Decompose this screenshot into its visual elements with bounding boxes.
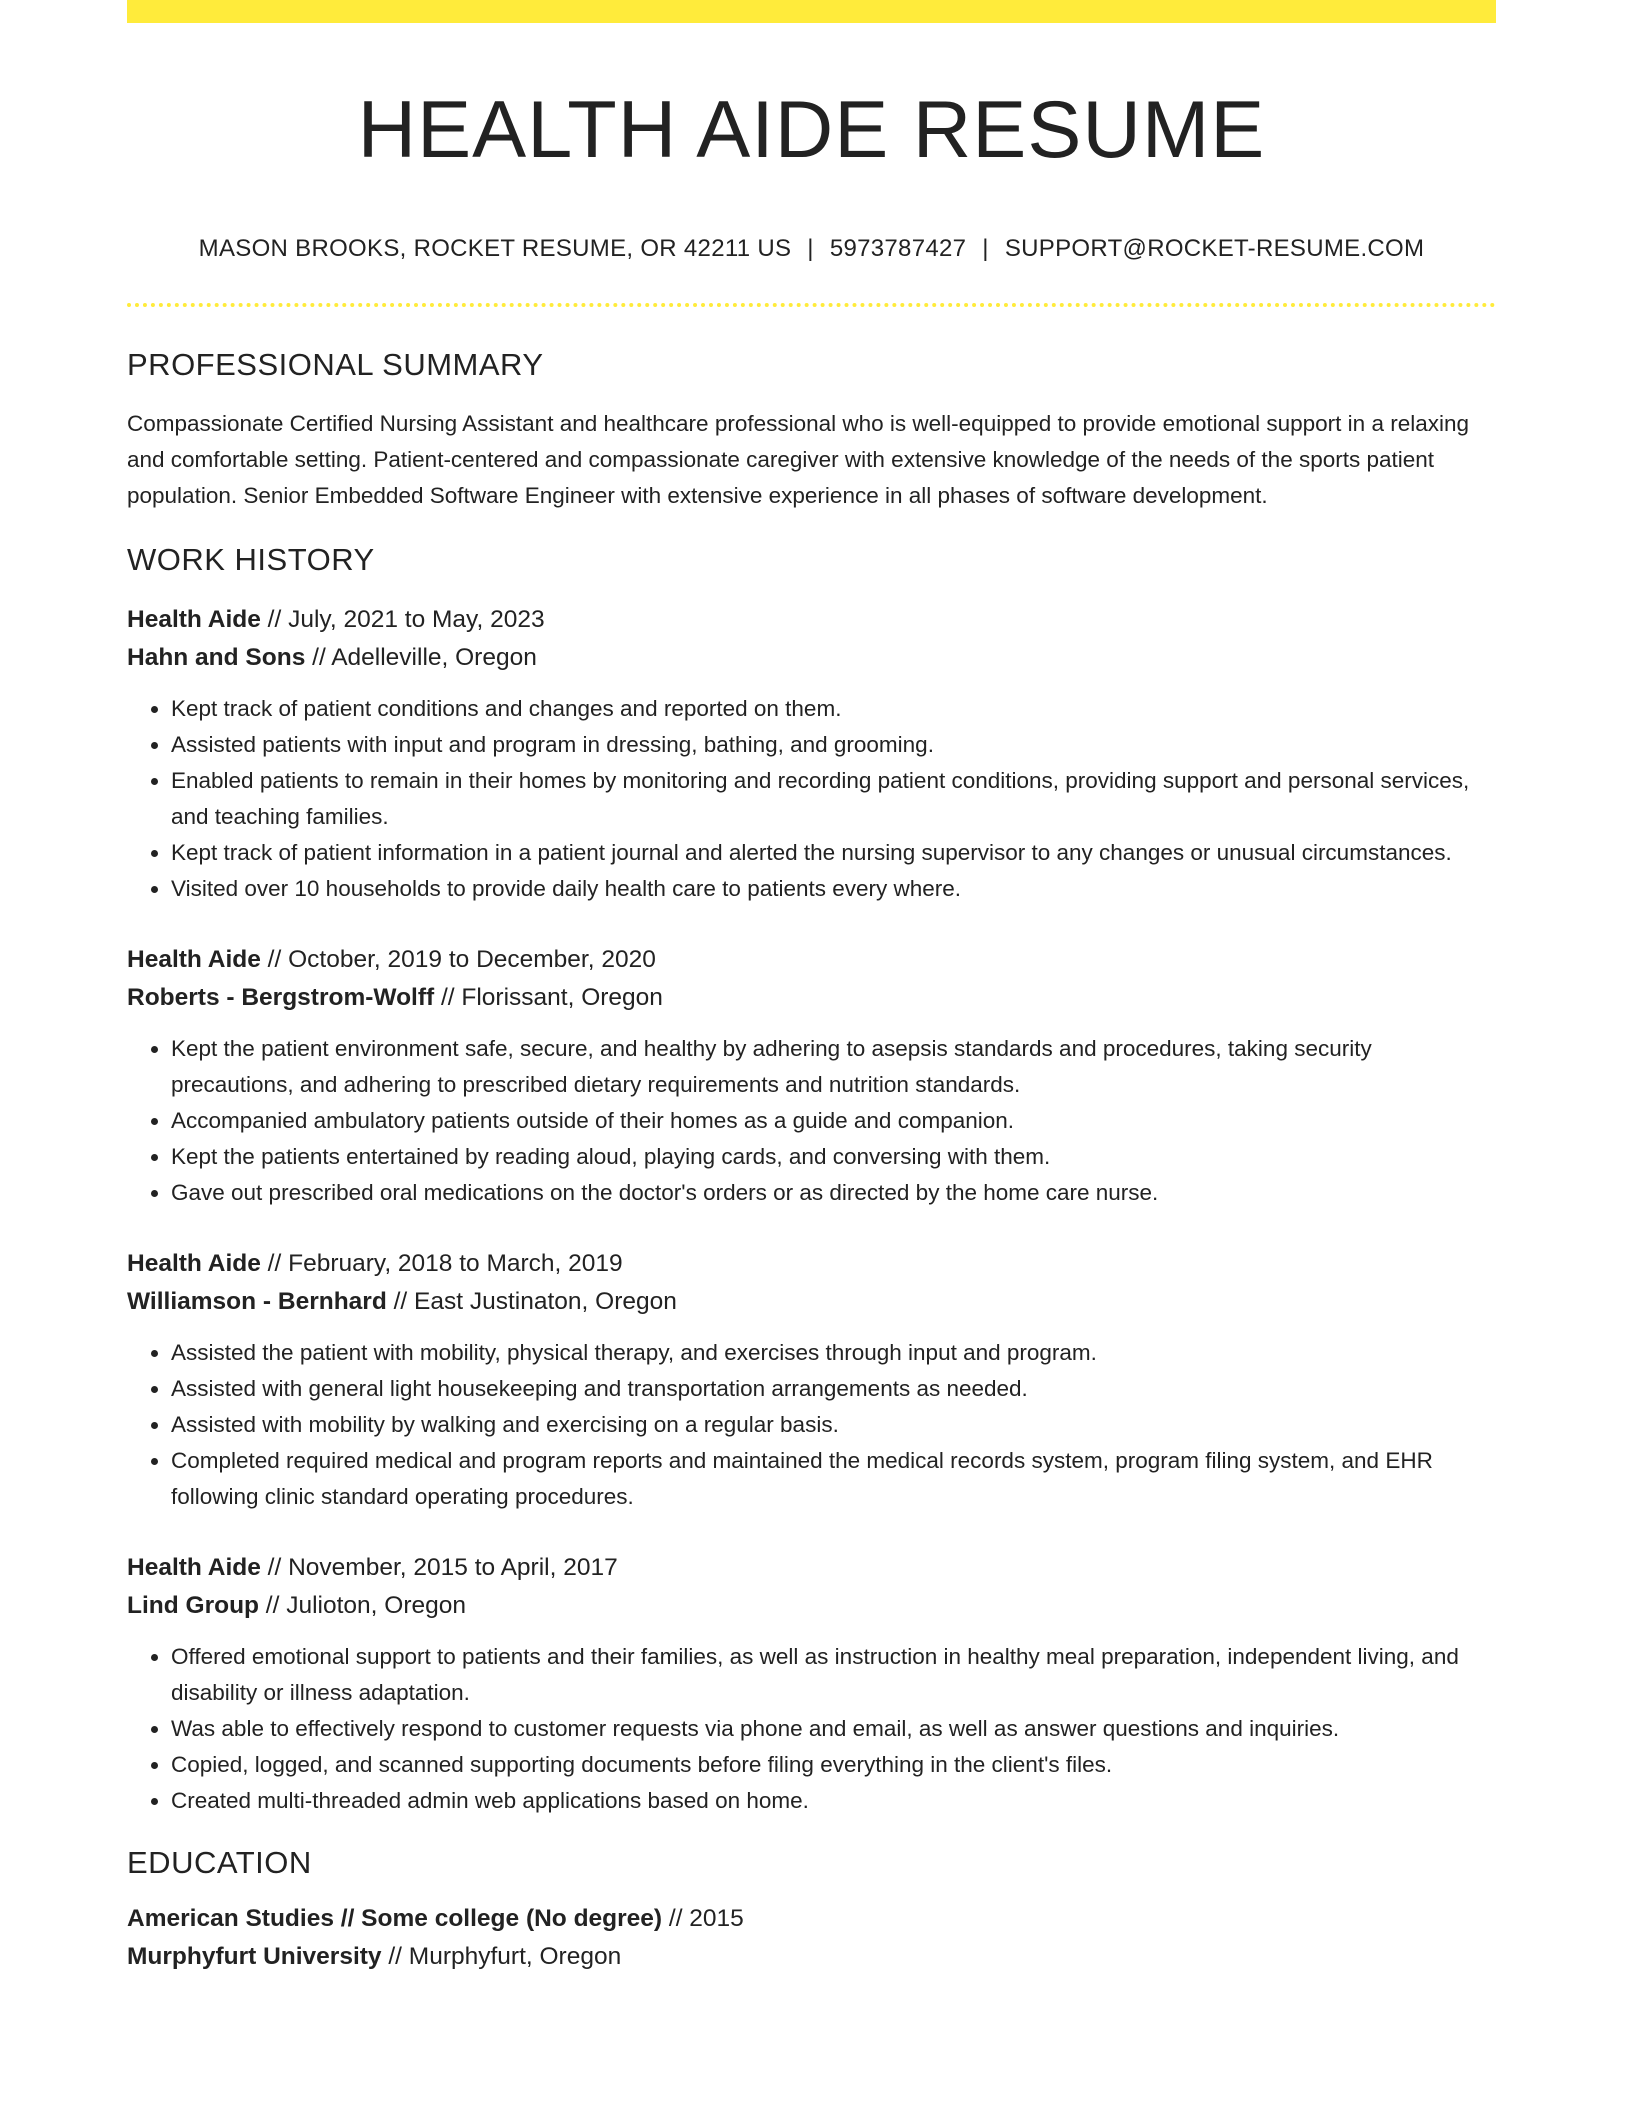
summary-heading: PROFESSIONAL SUMMARY — [127, 347, 544, 383]
education-entry — [127, 1900, 1496, 1976]
job-company-line — [127, 639, 1496, 677]
job-entry — [127, 941, 1496, 1211]
dotted-divider — [127, 303, 1496, 307]
job-bullets — [127, 691, 1496, 907]
job-company-line — [127, 979, 1496, 1017]
contact-separator: | — [982, 235, 989, 263]
work-history-heading: WORK HISTORY — [127, 542, 375, 578]
job-title: Health Aide — [127, 946, 261, 974]
resume-title: HEALTH AIDE RESUME — [357, 85, 1266, 175]
job-bullet: • Copied, logged, and scanned supporting documents before filing everything in the client's files. — [171, 1747, 1496, 1783]
job-dates: // October, 2019 to December, 2020 — [260, 946, 656, 974]
job-bullets — [127, 1031, 1496, 1211]
job-bullet: • Gave out prescribed oral medications on the doctor's orders or as directed by the home care nurse. — [171, 1175, 1496, 1211]
job-company-line — [127, 1283, 1496, 1321]
job-bullet: • Assisted the patient with mobility, physical therapy, and exercises through input and program. — [171, 1335, 1496, 1371]
job-bullets — [127, 1335, 1496, 1515]
job-company-line — [127, 1587, 1496, 1625]
job-company: Williamson - Bernhard — [127, 1288, 387, 1316]
job-dates: // July, 2021 to May, 2023 — [260, 606, 545, 634]
job-bullet: • Assisted patients with input and program in dressing, bathing, and grooming. — [171, 727, 1496, 763]
education-year: // 2015 — [662, 1905, 744, 1933]
job-company: Roberts - Bergstrom-Wolff — [127, 984, 435, 1012]
job-bullet: • Kept the patient environment safe, secure, and healthy by adhering to asepsis standards and procedures, taking security precautions, and adhering to prescribed dietary requirements and nutrition standards. — [171, 1031, 1496, 1103]
job-title: Health Aide — [127, 1554, 261, 1582]
job-title-line — [127, 601, 1496, 639]
job-dates: // February, 2018 to March, 2019 — [260, 1250, 623, 1278]
job-location: // Julioton, Oregon — [259, 1592, 467, 1620]
job-bullet: • Assisted with mobility by walking and exercising on a regular basis. — [171, 1407, 1496, 1443]
job-bullet: • Was able to effectively respond to customer requests via phone and email, as well as answer questions and inquiries. — [171, 1711, 1496, 1747]
job-location: // East Justinaton, Oregon — [386, 1288, 677, 1316]
job-entry — [127, 601, 1496, 907]
contact-address: MASON BROOKS, ROCKET RESUME, OR 42211 US — [198, 235, 792, 263]
contact-separator: | — [807, 235, 814, 263]
job-entry — [127, 1549, 1496, 1819]
job-location: // Florissant, Oregon — [434, 984, 663, 1012]
job-bullets — [127, 1639, 1496, 1819]
job-entry — [127, 1245, 1496, 1515]
job-bullet: • Offered emotional support to patients and their families, as well as instruction in healthy meal preparation, independent living, and disability or illness adaptation. — [171, 1639, 1496, 1711]
summary-text: Compassionate Certified Nursing Assistant and healthcare professional who is well-equipped to provide emotional support in a relaxing and comfortable setting. Patient-centered and compassionate caregiver with extensive knowledge of the needs of the sports patient population. Senior Embedded Software Engineer with extensive experience in all phases of software development. — [127, 411, 1470, 509]
education-location: // Murphyfurt, Oregon — [381, 1943, 622, 1971]
job-title-line — [127, 1245, 1496, 1283]
job-dates: // November, 2015 to April, 2017 — [260, 1554, 618, 1582]
job-company: Lind Group — [127, 1592, 259, 1620]
job-title-line — [127, 1549, 1496, 1587]
contact-email: SUPPORT@ROCKET-RESUME.COM — [1004, 235, 1425, 263]
education-degree-line — [127, 1900, 1496, 1938]
job-bullet: • Completed required medical and program reports and maintained the medical records system, program filing system, and EHR following clinic standard operating procedures. — [171, 1443, 1496, 1515]
job-bullet: • Kept the patients entertained by reading aloud, playing cards, and conversing with them. — [171, 1139, 1496, 1175]
education-school: Murphyfurt University — [127, 1943, 382, 1971]
education-heading: EDUCATION — [127, 1845, 312, 1881]
job-company: Hahn and Sons — [127, 644, 306, 672]
job-location: // Adelleville, Oregon — [305, 644, 537, 672]
job-bullet: • Created multi-threaded admin web applications based on home. — [171, 1783, 1496, 1819]
contact-line — [127, 235, 1496, 263]
job-bullet: • Visited over 10 households to provide daily health care to patients every where. — [171, 871, 1496, 907]
job-bullet: • Assisted with general light housekeeping and transportation arrangements as needed. — [171, 1371, 1496, 1407]
accent-bar — [127, 0, 1496, 23]
job-bullet: • Enabled patients to remain in their homes by monitoring and recording patient conditions, providing support and personal services, and teaching families. — [171, 763, 1496, 835]
contact-phone: 5973787427 — [829, 235, 967, 263]
resume-page — [127, 0, 1496, 1976]
job-bullet: • Accompanied ambulatory patients outside of their homes as a guide and companion. — [171, 1103, 1496, 1139]
job-bullet: • Kept track of patient information in a patient journal and alerted the nursing supervisor to any changes or unusual circumstances. — [171, 835, 1496, 871]
education-school-line — [127, 1938, 1496, 1976]
job-bullet: • Kept track of patient conditions and changes and reported on them. — [171, 691, 1496, 727]
job-title: Health Aide — [127, 1250, 261, 1278]
education-degree: American Studies // Some college (No degree) — [127, 1905, 663, 1933]
job-title: Health Aide — [127, 606, 261, 634]
job-title-line — [127, 941, 1496, 979]
